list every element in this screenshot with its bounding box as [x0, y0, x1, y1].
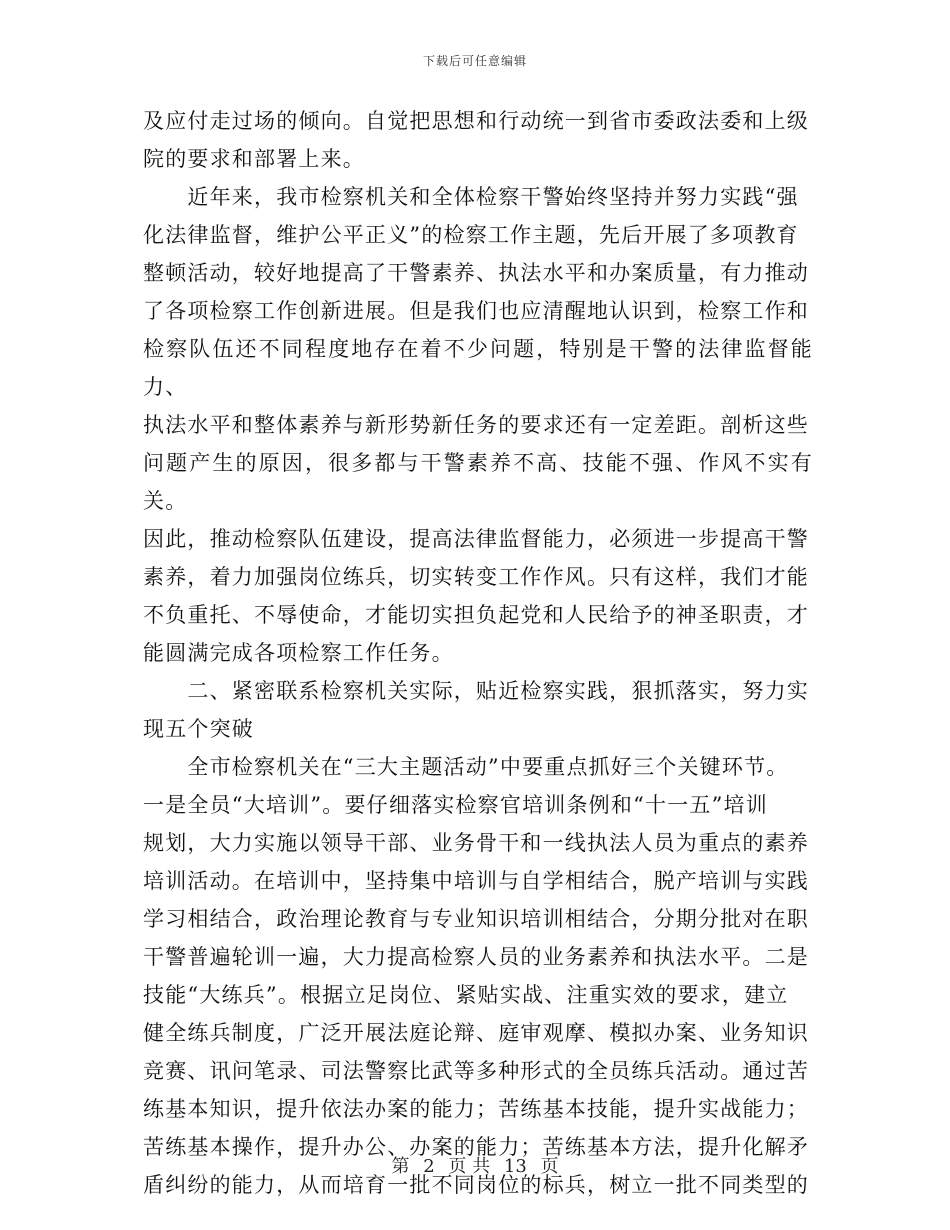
text-line: 二、紧密联系检察机关实际，贴近检察实践，狠抓落实，努力实	[143, 679, 809, 703]
document-body	[143, 102, 813, 1204]
total-page-count: 13	[503, 1156, 527, 1177]
current-page-number: 2	[423, 1156, 435, 1177]
page-footer	[0, 1152, 950, 1178]
text-line: 检察队伍还不同程度地存在着不少问题，特别是干警的法律监督能力、	[143, 337, 813, 399]
paragraph-4	[143, 748, 813, 1204]
footer-prefix: 第	[391, 1156, 410, 1177]
text-line: 现五个突破	[143, 717, 254, 741]
paragraph-3	[143, 672, 813, 748]
text-line: 苦练基本操作，提升办公、办案的能力；苦练基本方法，提升化解矛	[143, 1135, 809, 1159]
text-line: 素养，着力加强岗位练兵，切实转变工作作风。只有这样，我们才能	[143, 565, 809, 589]
text-line: 执法水平和整体素养与新形势新任务的要求还有一定差距。剖析这些	[143, 413, 809, 437]
text-line: 因此，推动检察队伍建设，提高法律监督能力，必须进一步提高干警	[143, 527, 809, 551]
page-header: 下载后可任意编辑	[422, 54, 527, 68]
text-line: 竞赛、讯问笔录、司法警察比武等多种形式的全员练兵活动。通过苦	[143, 1059, 809, 1083]
text-line: 及应付走过场的倾向。自觉把思想和行动统一到省市委政法委和上级	[143, 109, 809, 133]
text-line: 近年来，我市检察机关和全体检察干警始终坚持并努力实践“强	[143, 185, 799, 209]
text-line: 院的要求和部署上来。	[143, 147, 365, 171]
text-line: 问题产生的原因，很多都与干警素养不高、技能不强、作风不实有关。	[143, 451, 813, 513]
text-line: 能圆满完成各项检察工作任务。	[143, 641, 454, 665]
paragraph-1	[143, 102, 813, 178]
text-line: 不负重托、不辱使命，才能切实担负起党和人民给予的神圣职责，才	[143, 603, 809, 627]
text-line: 全市检察机关在“三大主题活动”中要重点抓好三个关键环节。	[143, 755, 789, 779]
text-line: 了各项检察工作创新进展。但是我们也应清醒地认识到，检察工作和	[143, 299, 809, 323]
footer-suffix: 页	[540, 1156, 559, 1177]
footer-middle: 页 共	[448, 1156, 491, 1177]
text-line: 整顿活动，较好地提高了干警素养、执法水平和办案质量，有力推动	[143, 261, 809, 285]
text-line: 健全练兵制度，广泛开展法庭论辩、庭审观摩、模拟办案、业务知识	[143, 1021, 809, 1045]
text-line: 学习相结合，政治理论教育与专业知识培训相结合，分期分批对在职	[143, 907, 809, 931]
text-line: 技能“大练兵”。根据立足岗位、紧贴实战、注重实效的要求，建立	[143, 983, 789, 1007]
text-line: 规划，大力实施以领导干部、业务骨干和一线执法人员为重点的素养	[143, 831, 809, 855]
text-line: 培训活动。在培训中，坚持集中培训与自学相结合，脱产培训与实践	[143, 869, 809, 893]
text-line: 化法律监督，维护公平正义”的检察工作主题，先后开展了多项教育	[143, 223, 799, 247]
paragraph-2	[143, 178, 813, 672]
text-line: 练基本知识，提升依法办案的能力；苦练基本技能，提升实战能力；	[143, 1097, 809, 1121]
text-line: 盾纠纷的能力，从而培育一批不同岗位的标兵，树立一批不同类型的	[143, 1173, 809, 1197]
text-line: 一是全员“大培训”。要仔细落实检察官培训条例和“十一五”培训	[143, 793, 768, 817]
text-line: 干警普遍轮训一遍，大力提高检察人员的业务素养和执法水平。二是	[143, 945, 809, 969]
